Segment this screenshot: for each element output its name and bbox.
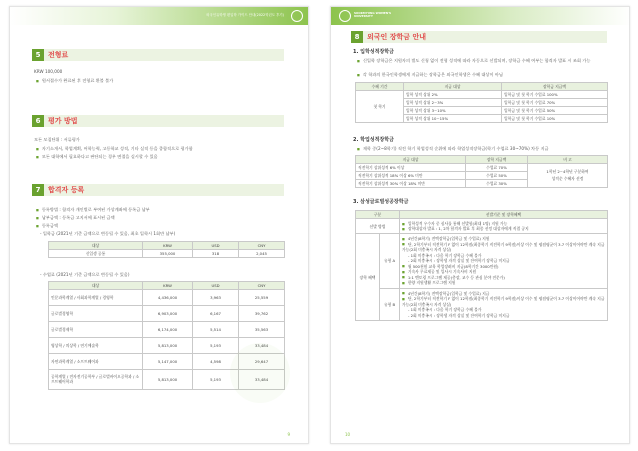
section-number: 7: [32, 184, 44, 196]
entrance-scholarship-table: [355, 82, 608, 123]
page-number: 9: [287, 431, 290, 437]
header-text: 외국인유학생 편입학 가이드 안내(2022학년도 후기): [206, 13, 284, 17]
section-title: 평가 방법: [48, 117, 78, 125]
table-row: 공학계열 / 전자전기공학부 / 글로벌바이오공학과 / 소프트웨어학과 5,813,000 5,193 33,484: [49, 370, 285, 390]
table-header: CNY: [239, 282, 285, 290]
table-header: 구분: [356, 211, 400, 219]
table-header: 지급 대상: [356, 156, 466, 164]
table-header: 비 고: [528, 156, 608, 164]
logo-circle-icon: [339, 10, 351, 22]
section-title: 전형료: [48, 51, 69, 59]
table-header: KRW: [143, 282, 193, 290]
section-number: 6: [32, 115, 44, 127]
admission-fee-table: [48, 241, 285, 258]
table-row: 신입생 공통 355,000 318 2,045: [49, 250, 285, 258]
table-header: 지급 대상: [404, 83, 502, 91]
right-page: [330, 6, 630, 444]
table-row: 직전학기 상위성적 30% 이상 18% 미만 수업료 30%: [356, 180, 608, 188]
header-circle-icon: [291, 10, 303, 22]
reg-bullet: ■ 등록방법 : 합격자 개인별로 부여된 가상계좌에 등록금 납부: [36, 207, 150, 213]
page-header: [10, 7, 309, 25]
table-header: 대상: [49, 282, 143, 290]
subsection-title: 1. 입학성적장학금: [353, 49, 394, 55]
reg-bullet: ■ 등록금액: [36, 223, 58, 229]
section-scholarship: [351, 31, 607, 43]
table-row: 직전학기 상위성적 6% 이상 수업료 70% 1학년 2~4학년 구분하여 성적순 수혜자 선정: [356, 164, 608, 172]
table-row: 입학 성적 상위 2~3% 입학금 및 첫 학기 수업료 70%: [356, 99, 608, 107]
s1-bullet: ■ 각 학과의 한국인학생에게 지급하는 장학금은 외국인학생은 수혜 대상이 아님: [357, 72, 503, 78]
table-header: USD: [193, 282, 239, 290]
subsection-title: 2. 학업성적장학금: [353, 137, 394, 143]
table-header: 선발기준 및 장학혜택: [400, 211, 608, 219]
subsection-title: 3. 삼성글로벌성공장학금: [353, 199, 409, 205]
table-header: KRW: [143, 242, 193, 250]
eval-lead: 모든 모집단위 : 서류평가: [34, 137, 80, 142]
table-row: 입학 성적 상위 10~15% 입학금 및 첫 학기 수업료 10%: [356, 115, 608, 123]
section-fee: [32, 49, 284, 61]
table-header: 대상: [49, 242, 143, 250]
section-registration: [32, 184, 284, 196]
fee-bullet: ■ 원서접수가 완료된 후 전형료 환불 불가: [36, 78, 113, 84]
table-row: 유형 B ■ 4년간(8학기) 전액장학금(입학금 및 수업료) 지급 ■ 단, 2학기부터 직전학기 F 없이 12학점(최종학기 직전학기 9학점)이상 이수 및 평점평균이 3.7 이상이어야만 계속 지급 가능(2회 미충족시 자격 상실) - 1회 미충족시 : 다음 학기 장학금 수혜 불가 - 2회 미충족시 : 장학생 자격 상실 및 잔여학기 장학금 미지급: [356, 288, 608, 321]
eval-bullet: ■ 자기소개서, 학업계획, 어학능력, 고등학교 성적, 기타 실적 등을 종합적으로 평가함: [36, 146, 193, 152]
s2-bullet: ■ 재학 중(2~8학기) 직전 학기 학업성적 순위에 따라 학업성적장학금(학기 수업료 30~70%) 차등 지급: [357, 146, 549, 152]
table-row: 자연과학계열 / 소프트웨어과 5,147,000 4,598 29,647: [49, 354, 285, 370]
page-header: [331, 7, 630, 25]
logo-text: SOOKMYUNG WOMEN'S UNIVERSITY: [354, 11, 391, 19]
reg-bullet: ■ 납부금액 : 등록금 고지서에 표시된 금액: [36, 215, 115, 221]
page-number: 10: [345, 431, 351, 437]
table-row: 장학 혜택 유형 A ■ 4년간(8학기) 전액장학금(입학금 및 수업료) 지원 ■ 단, 2학기부터 직전학기 F 없이 12학점(최종학기 직전학기 9학점)이상 이수 및 평점평균이 3.7 이상이어야만 계속 지급 가능(2회 미충족시 자격 상실) - 1회 미충족시 : 다음 학기 장학금 수혜 불가 - 2회 미충족시 : 장학생 자격 상실 및 잔여학기 장학금 미지급 ■ 월 500천원 교육 학업장려비 지급(8학기간 3000만원) ■ 기숙사 무료제공 및 입사시 기숙사비 지원 ■ 1:1 멘토링 프로그램 제공(총장, 교수 등 관심 분야 전문가) ■ 한양 지원생활 프로그램 지원: [356, 234, 608, 289]
table-row: 인문과학계열 / 사회과학계열 / 경영학 4,436,000 3,963 25,559: [49, 290, 285, 306]
tuition-note: - 수업료 (2021년 기준 금액으로 변동될 수 있음): [40, 272, 130, 277]
academic-scholarship-table: [355, 155, 608, 188]
section-number: 8: [351, 31, 363, 43]
table-header: 장학금 지급액: [502, 83, 608, 91]
table-row: 글로벌경제학 6,174,000 5,514 35,563: [49, 322, 285, 338]
left-page: [9, 6, 309, 444]
table-header: CNY: [239, 242, 285, 250]
section-title: 외국인 장학금 안내: [367, 33, 426, 41]
table-row: 입학 성적 상위 3~10% 입학금 및 첫 학기 수업료 50%: [356, 107, 608, 115]
eval-bullet: ■ 모든 대학에서 필요하다고 판단되는 경우 면접을 실시할 수 있음: [36, 154, 158, 160]
samsung-scholarship-table: [355, 210, 608, 321]
table-header: 수혜 기간: [356, 83, 404, 91]
watermark: [230, 343, 290, 403]
table-row: 첫 학기 입학 성적 상위 2% 입학금 및 첫 학기 수업료 100%: [356, 91, 608, 99]
section-title: 합격자 등록: [48, 186, 85, 194]
fee-amount: KRW 100,000: [34, 69, 63, 74]
section-number: 5: [32, 49, 44, 61]
table-row: 선발 방법 ■ 입학성적 우수자 중 심사를 통해 선발함(최대 1명) 지원 가능 ■ 장학대상자 발표 : 1, 2차 합격자 발표 후 최종 선정 대상자에게 직접 공지: [356, 219, 608, 234]
reg-note: - 입학금 (2021년 기준 금액으로 변동될 수 있음, 최초 입학시 1회만 납부): [40, 231, 176, 236]
table-row: 직전학기 상위성적 18% 이상 6% 미만 수업료 50%: [356, 172, 608, 180]
section-evaluation: [32, 115, 284, 127]
table-row: 글로벌경영학 6,903,000 6,167 39,762: [49, 306, 285, 322]
table-header: USD: [193, 242, 239, 250]
s1-bullet: ■ 신입학 장학금은 지원자의 별도 신청 없이 전형 성적에 따라 자동으로 선발되며, 장학금 수혜 여부는 합격자 발표 시 조회 가능: [357, 58, 607, 64]
table-header: 장학 지급액: [466, 156, 528, 164]
table-row: 영상학 / 의상학 / 연기예술학 5,813,000 5,193 33,484: [49, 338, 285, 354]
